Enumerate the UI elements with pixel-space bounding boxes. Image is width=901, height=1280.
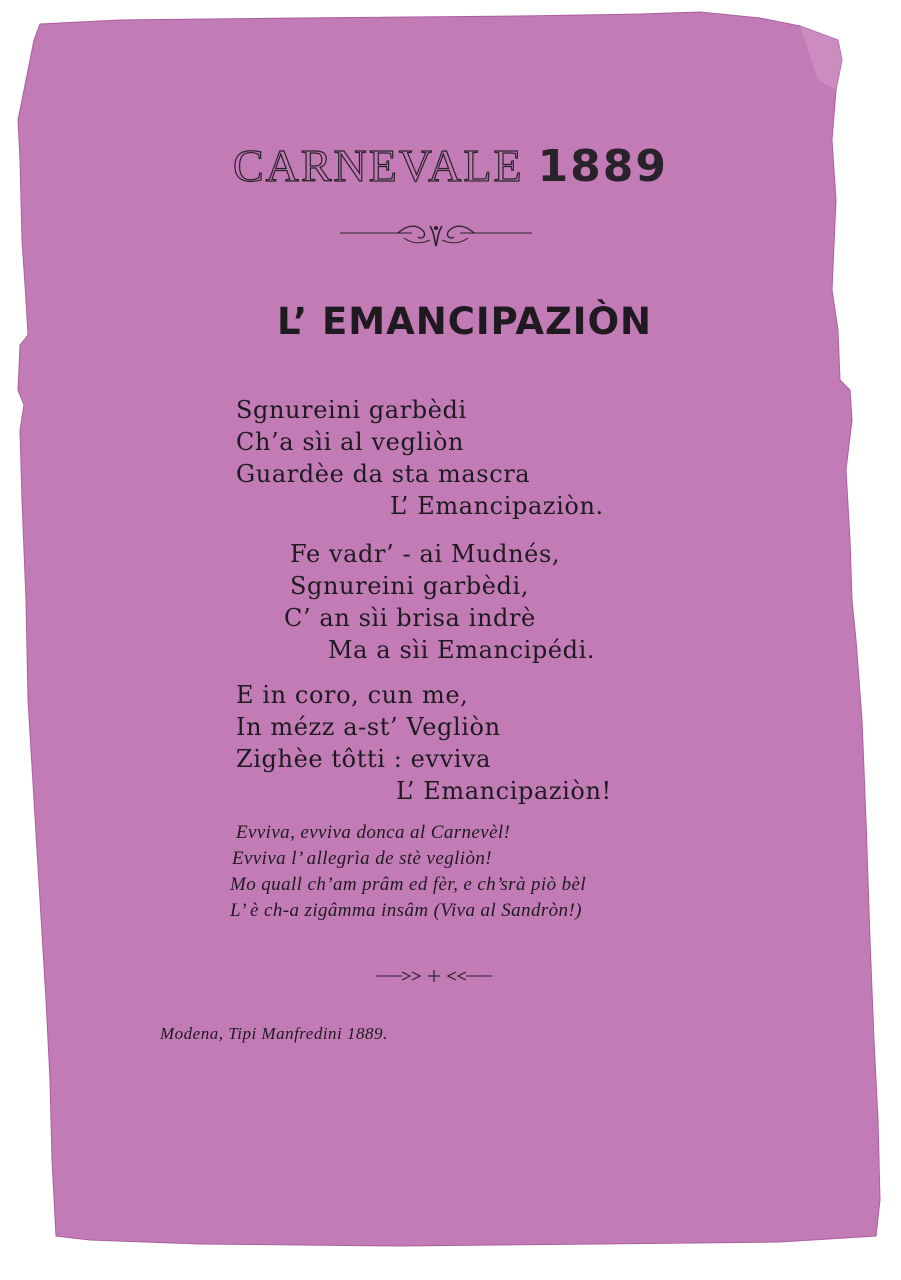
poem-line: In mézz a-st’ Vegliòn [236, 713, 501, 741]
poem-line: C’ an sìi brisa indrè [284, 604, 536, 632]
closing-verse: Evviva l’ allegrìa de stè vegliòn! [232, 848, 492, 869]
closing-verse: Mo quall ch’am prâm ed fèr, e ch’srà piò bèl [230, 874, 587, 895]
printer-imprint: Modena, Tipi Manfredini 1889. [160, 1024, 388, 1043]
divider-ornament-icon [372, 966, 496, 986]
poem-line: L’ Emancipaziòn! [396, 777, 612, 805]
poem-line: Sgnureini garbèdi, [290, 572, 530, 600]
poem-title: L’ EMANCIPAZIÒN [277, 300, 652, 343]
poem-line: Ma a sìi Emancipédi. [328, 636, 596, 664]
decorative-flourish-icon [338, 220, 534, 250]
closing-verse: Evviva, evviva donca al Carnevèl! [236, 822, 511, 843]
header-title [0, 138, 901, 192]
poem-line: Fe vadr’ - ai Mudnés, [290, 540, 561, 568]
poem-line: L’ Emancipaziòn. [390, 492, 604, 520]
header-word: CARNEVALE [232, 140, 524, 191]
poem-line: Ch’a sìi al vegliòn [236, 428, 465, 456]
header-year: 1889 [537, 141, 669, 192]
poem-line: E in coro, cun me, [236, 681, 469, 709]
poem-line: Sgnureini garbèdi [236, 396, 467, 424]
poem-line: Guardèe da sta mascra [236, 460, 531, 488]
poem-line: Zighèe tôtti : evviva [236, 745, 492, 773]
closing-verse: L’ è ch-a zigâmma insâm (Viva al Sandròn!) [230, 900, 582, 921]
